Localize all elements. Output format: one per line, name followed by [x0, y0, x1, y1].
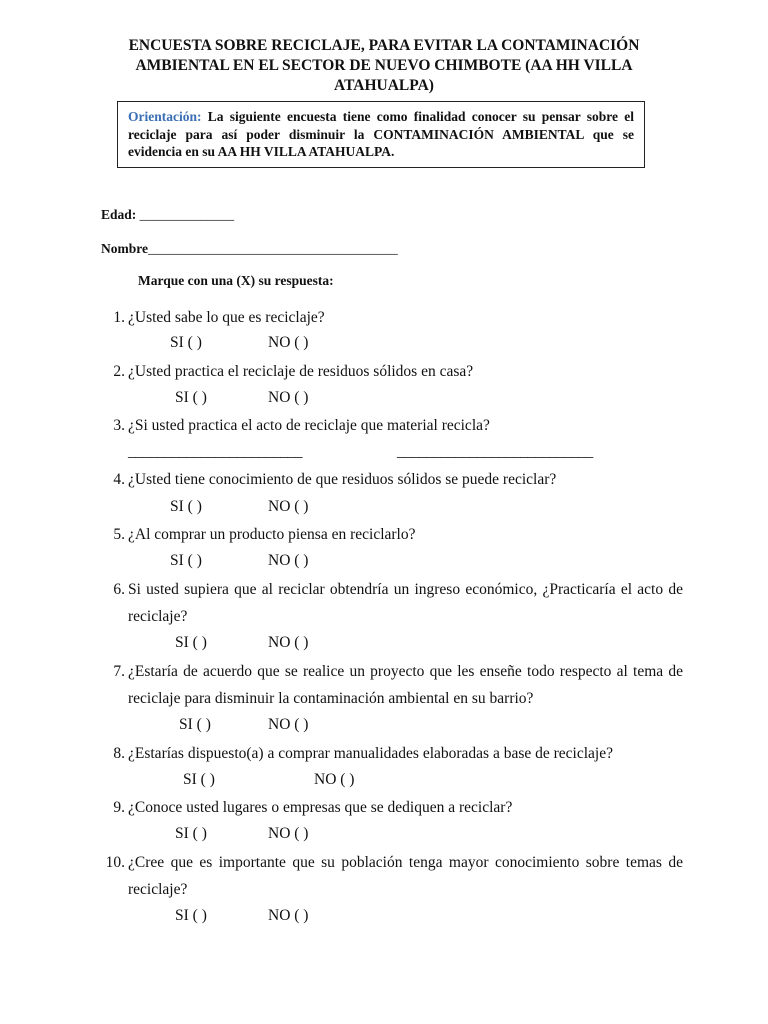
question-9	[103, 794, 683, 821]
q10-yes-option[interactable]: SI ( )	[175, 907, 207, 924]
question-3	[103, 412, 683, 439]
question-text: ¿Al comprar un producto piensa en reciclarlo?	[128, 526, 416, 543]
survey-title	[60, 36, 708, 96]
q2-yes-option[interactable]: SI ( )	[175, 389, 207, 406]
question-6	[103, 576, 683, 630]
age-field[interactable]	[101, 207, 234, 223]
question-number: 3.	[113, 417, 125, 434]
q5-yes-option[interactable]: SI ( )	[170, 552, 202, 569]
orientation-label: Orientación:	[128, 109, 202, 124]
question-7	[103, 658, 683, 712]
question-number: 2.	[113, 363, 125, 380]
question-number: 10.	[105, 854, 125, 871]
question-text: Si usted supiera que al reciclar obtendría un ingreso económico, ¿Practicaría el acto de reciclaje?	[128, 581, 683, 625]
question-8	[103, 740, 683, 767]
instruction-text: Marque con una (X) su respuesta:	[138, 273, 334, 288]
age-label: Edad:	[101, 207, 137, 222]
q4-no-option[interactable]: NO ( )	[268, 498, 309, 515]
question-text: ¿Usted sabe lo que es reciclaje?	[128, 309, 325, 326]
q6-no-option[interactable]: NO ( )	[268, 634, 309, 651]
q10-no-option[interactable]: NO ( )	[268, 907, 309, 924]
title-line-2: AMBIENTAL EN EL SECTOR DE NUEVO CHIMBOTE (AA HH VILLA	[135, 57, 633, 74]
question-10	[103, 849, 683, 903]
name-field[interactable]	[101, 241, 398, 257]
q7-yes-option[interactable]: SI ( )	[179, 716, 211, 733]
q3-answer-line-2[interactable]: ___________________________	[397, 443, 593, 460]
question-2	[103, 358, 683, 385]
question-number: 9.	[113, 799, 125, 816]
question-number: 5.	[113, 526, 125, 543]
q9-no-option[interactable]: NO ( )	[268, 825, 309, 842]
question-text: ¿Si usted practica el acto de reciclaje que material recicla?	[128, 417, 490, 434]
q5-no-option[interactable]: NO ( )	[268, 552, 309, 569]
question-text: ¿Cree que es importante que su población tenga mayor conocimiento sobre temas de reciclaje?	[128, 854, 683, 898]
question-1	[103, 304, 683, 331]
question-text: ¿Conoce usted lugares o empresas que se dediquen a reciclar?	[128, 799, 513, 816]
question-text: ¿Usted practica el reciclaje de residuos sólidos en casa?	[128, 363, 474, 380]
q4-yes-option[interactable]: SI ( )	[170, 498, 202, 515]
question-text: ¿Estarías dispuesto(a) a comprar manualidades elaboradas a base de reciclaje?	[128, 745, 613, 762]
question-text: ¿Estaría de acuerdo que se realice un proyecto que les enseñe todo respecto al tema de reciclaje para disminuir la contaminación ambiental en su barrio?	[128, 663, 683, 707]
q8-yes-option[interactable]: SI ( )	[183, 771, 215, 788]
q8-no-option[interactable]: NO ( )	[314, 771, 355, 788]
question-number: 1.	[113, 309, 125, 326]
question-number: 4.	[113, 471, 125, 488]
question-number: 7.	[113, 663, 125, 680]
question-5	[103, 521, 683, 548]
name-line[interactable]: _____________________________________	[148, 241, 398, 256]
question-text: ¿Usted tiene conocimiento de que residuos sólidos se puede reciclar?	[128, 471, 557, 488]
question-number: 6.	[113, 581, 125, 598]
q2-no-option[interactable]: NO ( )	[268, 389, 309, 406]
q1-no-option[interactable]: NO ( )	[268, 334, 309, 351]
orientation-text: La siguiente encuesta tiene como finalidad conocer su pensar sobre el reciclaje para así poder disminuir la CONTAMINACIÓN AMBIENTAL que se evidencia en su AA HH VILLA ATAHUALPA.	[128, 109, 634, 159]
q1-yes-option[interactable]: SI ( )	[170, 334, 202, 351]
q9-yes-option[interactable]: SI ( )	[175, 825, 207, 842]
question-4	[103, 466, 683, 493]
age-line[interactable]: ______________	[139, 207, 235, 222]
orientation-box	[117, 101, 645, 168]
title-line-3: ATAHUALPA)	[334, 77, 434, 94]
name-label: Nombre	[101, 241, 148, 256]
q3-answer-line-1[interactable]: ________________________	[128, 443, 302, 460]
question-number: 8.	[113, 745, 125, 762]
q7-no-option[interactable]: NO ( )	[268, 716, 309, 733]
title-line-1: ENCUESTA SOBRE RECICLAJE, PARA EVITAR LA CONTAMINACIÓN	[128, 37, 640, 54]
q6-yes-option[interactable]: SI ( )	[175, 634, 207, 651]
